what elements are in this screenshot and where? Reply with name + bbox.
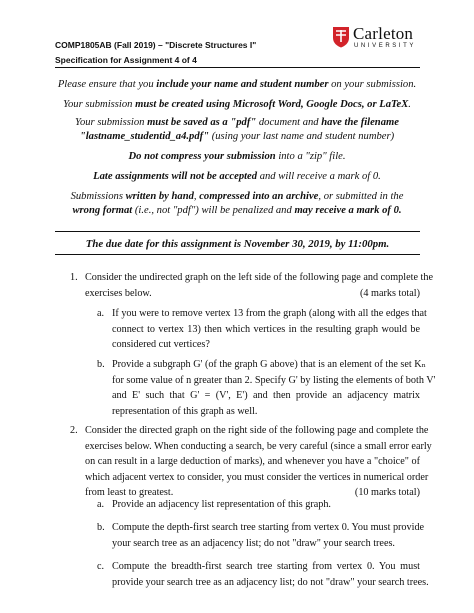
notice-zip (50, 150, 424, 164)
notice-emphasis: Do not compress your submission (128, 151, 276, 162)
notice-text: Your submission (75, 117, 148, 128)
carleton-logo (332, 26, 422, 52)
logo-name: Carleton (353, 24, 414, 43)
question-1a-text (112, 306, 427, 353)
notice-emphasis: may receive a mark of 0. (294, 205, 402, 216)
notice-pdf (50, 116, 424, 144)
due-rule-bottom (55, 254, 420, 255)
text-line: Compute the depth-first search tree starting from vertex 0. You must provide (112, 522, 425, 533)
notice-text: on your submission. (328, 79, 417, 90)
text-line: on can result in a large deduction of marks), and whenever you have a "choice" of (85, 456, 420, 467)
shield-icon (332, 26, 350, 48)
notice-text: , or submitted in the (318, 191, 404, 202)
question-1b-text (112, 357, 436, 419)
text-span: from least to greatest. (85, 487, 174, 498)
text-line: considered cut vertices? (112, 339, 210, 350)
notice-name (50, 78, 424, 92)
marks-label: (4 marks total) (360, 287, 420, 299)
notice-text: , (193, 191, 200, 202)
question-2a-label: a. (97, 499, 105, 510)
notice-text: and will receive a mark of 0. (257, 171, 381, 182)
marks-label: (10 marks total) (354, 487, 420, 498)
text-line: exercises below. When conducting a search, be very careful (since a small error early (85, 440, 432, 452)
text-line: Provide a subgraph G' (of the graph G above) that is an element of the set Kₙ (112, 359, 427, 370)
text-line: Consider the undirected graph on the left side of the following page and complete the (85, 272, 433, 283)
notice-text: Please ensure that you (57, 79, 157, 90)
logo-subtitle: UNIVERSITY (354, 43, 417, 49)
notice-text: (using your last name and student number) (209, 131, 395, 142)
question-2c-text (112, 559, 429, 590)
notice-emphasis: have the filename (321, 117, 399, 128)
text-line: for some value of n greater than 2. Specify G' by listing the elements of both V' (112, 374, 436, 386)
text-line: and E' such that G' = (V', E') and then provide an adjacency matrix (112, 390, 420, 401)
course-title: COMP1805AB (Fall 2019) – "Discrete Structures I" (55, 40, 257, 50)
notice-emphasis: must be saved as a "pdf" (147, 117, 257, 128)
notice-text: . (408, 99, 411, 110)
notice-emphasis: include your name and student number (156, 79, 329, 90)
question-1-number: 1. (70, 272, 78, 283)
question-1-stem (85, 270, 433, 301)
question-1b-label: b. (97, 359, 105, 370)
question-2b-text (112, 520, 425, 551)
text-line: connect to vertex 13) then which vertices in the resulting graph would be (112, 323, 420, 335)
notice-penalty (50, 190, 424, 218)
notice-emphasis: must be created using Microsoft Word, Google Docs, or LaTeX (135, 99, 409, 110)
text-line: provide your search tree as an adjacency list; do not "draw" your search trees. (112, 576, 429, 588)
notice-text: into a "zip" file. (275, 151, 346, 162)
question-2b-label: b. (97, 522, 105, 533)
notice-filename: "lastname_studentid_a4.pdf" (79, 131, 210, 142)
spec-title: Specification for Assignment 4 of 4 (55, 55, 197, 65)
notice-emphasis: wrong format (72, 205, 133, 216)
header-rule (55, 67, 420, 68)
due-date: The due date for this assignment is November 30, 2019, by 11:00pm. (85, 238, 390, 250)
notice-emphasis: written by hand (125, 191, 194, 202)
text-line: your search tree as an adjacency list; do not "draw" your search trees. (112, 537, 395, 549)
question-2-stem (85, 423, 432, 501)
text-span: exercises below. (85, 287, 152, 299)
text-line: Compute the breadth-first search tree starting from vertex 0. You must (112, 561, 420, 572)
question-2-number: 2. (70, 425, 78, 436)
question-1a-label: a. (97, 308, 105, 319)
notice-emphasis: compressed into an archive (199, 191, 319, 202)
notice-late (50, 170, 424, 184)
notice-text: document and (256, 117, 322, 128)
text-line: representation of this graph as well. (112, 405, 258, 417)
text-line: If you were to remove vertex 13 from the graph (along with all the edges that (112, 308, 427, 319)
text-line: which adjacent vertex to consider, you must consider the vertices in numerical order (85, 471, 429, 483)
notice-format (50, 98, 424, 112)
notice-text: Your submission (63, 99, 136, 110)
notice-text: (i.e., not "pdf") will be penalized and (132, 205, 295, 216)
text-line (85, 286, 420, 302)
due-rule-top (55, 231, 420, 232)
notice-emphasis: Late assignments will not be accepted (93, 171, 258, 182)
text-line: Consider the directed graph on the right side of the following page and complete the (85, 425, 429, 436)
question-2c-label: c. (97, 561, 105, 572)
notice-text: Submissions (70, 191, 126, 202)
question-2a-text (112, 497, 420, 513)
text-line: Provide an adjacency list representation of this graph. (112, 499, 331, 510)
